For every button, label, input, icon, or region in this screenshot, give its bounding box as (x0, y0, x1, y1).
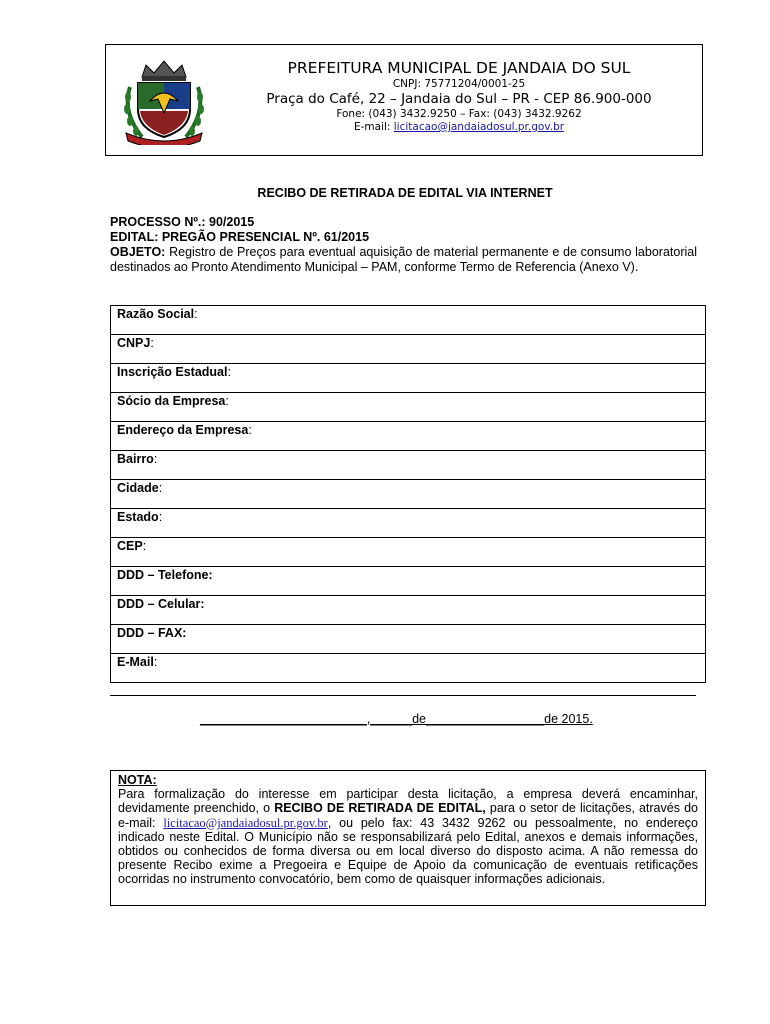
objeto-label: OBJETO: (110, 245, 166, 259)
municipality-phone: Fone: (043) 3432.9250 – Fax: (043) 3432.9262 (336, 108, 582, 120)
form-bottom-rule (110, 695, 696, 696)
form-row (111, 393, 706, 422)
objeto-text: Registro de Preços para eventual aquisição de material permanente e de consumo laboratorial destinados ao Pronto Atendimento Municipal – PAM, conforme Termo de Referencia (Anexo V). (110, 245, 697, 274)
year-label: de 2015. (544, 712, 593, 726)
letterhead (105, 44, 703, 156)
header-email-link[interactable]: licitacao@jandaiadosul.pr.gov.br (393, 121, 565, 133)
email-prefix: E-mail: (353, 121, 394, 133)
nota-email-link[interactable]: licitacao@jandaiadosul.pr.gov.br (163, 815, 328, 830)
form-field-cell[interactable] (111, 596, 706, 625)
form-field-label: Sócio da Empresa (117, 394, 226, 408)
form-field-label: Inscrição Estadual (117, 365, 228, 379)
municipality-email-line (226, 121, 692, 134)
nota-title: NOTA: (118, 773, 157, 787)
form-field-cell[interactable]: E-Mail: (111, 654, 706, 683)
day-blank[interactable]: ______ (370, 712, 413, 726)
form-field-label: CEP (117, 539, 143, 553)
form-row (111, 654, 706, 683)
form-row (111, 567, 706, 596)
form-row (111, 509, 706, 538)
de-label-1: de (412, 712, 426, 726)
company-form (110, 305, 706, 683)
form-field-cell[interactable]: Razão Social: (111, 306, 706, 335)
document-title: RECIBO DE RETIRADA DE EDITAL VIA INTERNET (257, 186, 553, 200)
municipality-address: Praça do Café, 22 – Jandaia do Sul – PR - CEP 86.900-000 (266, 91, 652, 107)
form-field-label: Endereço da Empresa (117, 423, 249, 437)
nota-part-3: , ou pelo fax: 43 3432 9262 ou pessoalmente, no endereço indicado neste Edital. O Município não se responsabilizará pelo Edital, anexos e demais informações, obtidos ou conhecidos de forma diversa ou em local diverso do disposto acima. A não remessa do presente Recibo exime a Pregoeira e Equipe de Apoio da comunicação de eventuais retificações ocorridas no instrumento convocatório, bem como de quaisquer informações adicionais. (118, 815, 699, 887)
form-field-cell[interactable]: Endereço da Empresa: (111, 422, 706, 451)
form-row (111, 538, 706, 567)
form-row (111, 364, 706, 393)
form-row (111, 480, 706, 509)
form-field-label: Cidade (117, 481, 159, 495)
form-field-label: Razão Social (117, 307, 195, 321)
nota-part-2: para o setor de licitações, através do e-mail: (118, 801, 698, 830)
date-signature-line (200, 712, 593, 726)
form-field-cell[interactable]: Sócio da Empresa: (111, 393, 706, 422)
form-row (111, 451, 706, 480)
form-row (111, 335, 706, 364)
nota-part-1: Para formalização do interesse em participar desta licitação, a empresa deverá encaminhar, devidamente preenchido, o (118, 787, 698, 816)
nota-bold: RECIBO DE RETIRADA DE EDITAL, (274, 801, 486, 816)
objeto-paragraph (110, 245, 697, 275)
nota-text (118, 787, 698, 886)
form-field-label: Bairro (117, 452, 154, 466)
form-field-cell[interactable]: Bairro: (111, 451, 706, 480)
month-blank[interactable]: _________________ (425, 712, 545, 726)
form-field-cell[interactable]: Cidade: (111, 480, 706, 509)
form-field-label: CNPJ (117, 336, 151, 350)
form-field-cell[interactable]: CEP: (111, 538, 706, 567)
form-field-cell[interactable]: Inscrição Estadual: (111, 364, 706, 393)
municipal-crest-icon (120, 57, 208, 145)
form-row (111, 625, 706, 654)
edital-number: EDITAL: PREGÃO PRESENCIAL Nº. 61/2015 (110, 230, 370, 244)
municipality-name: PREFEITURA MUNICIPAL DE JANDAIA DO SUL (287, 59, 631, 77)
form-row (111, 306, 706, 335)
form-row (111, 596, 706, 625)
form-row (111, 422, 706, 451)
form-field-label: DDD – Telefone: (117, 568, 213, 582)
municipality-cnpj: CNPJ: 75771204/0001-25 (392, 78, 526, 90)
processo-number: PROCESSO Nº.: 90/2015 (110, 215, 255, 229)
form-field-label: Estado (117, 510, 159, 524)
form-field-cell[interactable] (111, 625, 706, 654)
form-field-cell[interactable]: CNPJ: (111, 335, 706, 364)
date-comma: , (366, 712, 371, 726)
form-field-label: DDD – FAX: (117, 626, 187, 640)
form-field-cell[interactable]: Estado: (111, 509, 706, 538)
form-field-label: E-Mail (117, 655, 154, 669)
process-info (110, 215, 697, 275)
nota-box (110, 770, 706, 906)
form-field-cell[interactable] (111, 567, 706, 596)
city-blank[interactable]: ________________________ (200, 712, 367, 726)
form-field-label: DDD – Celular: (117, 597, 205, 611)
letterhead-text (226, 59, 692, 134)
